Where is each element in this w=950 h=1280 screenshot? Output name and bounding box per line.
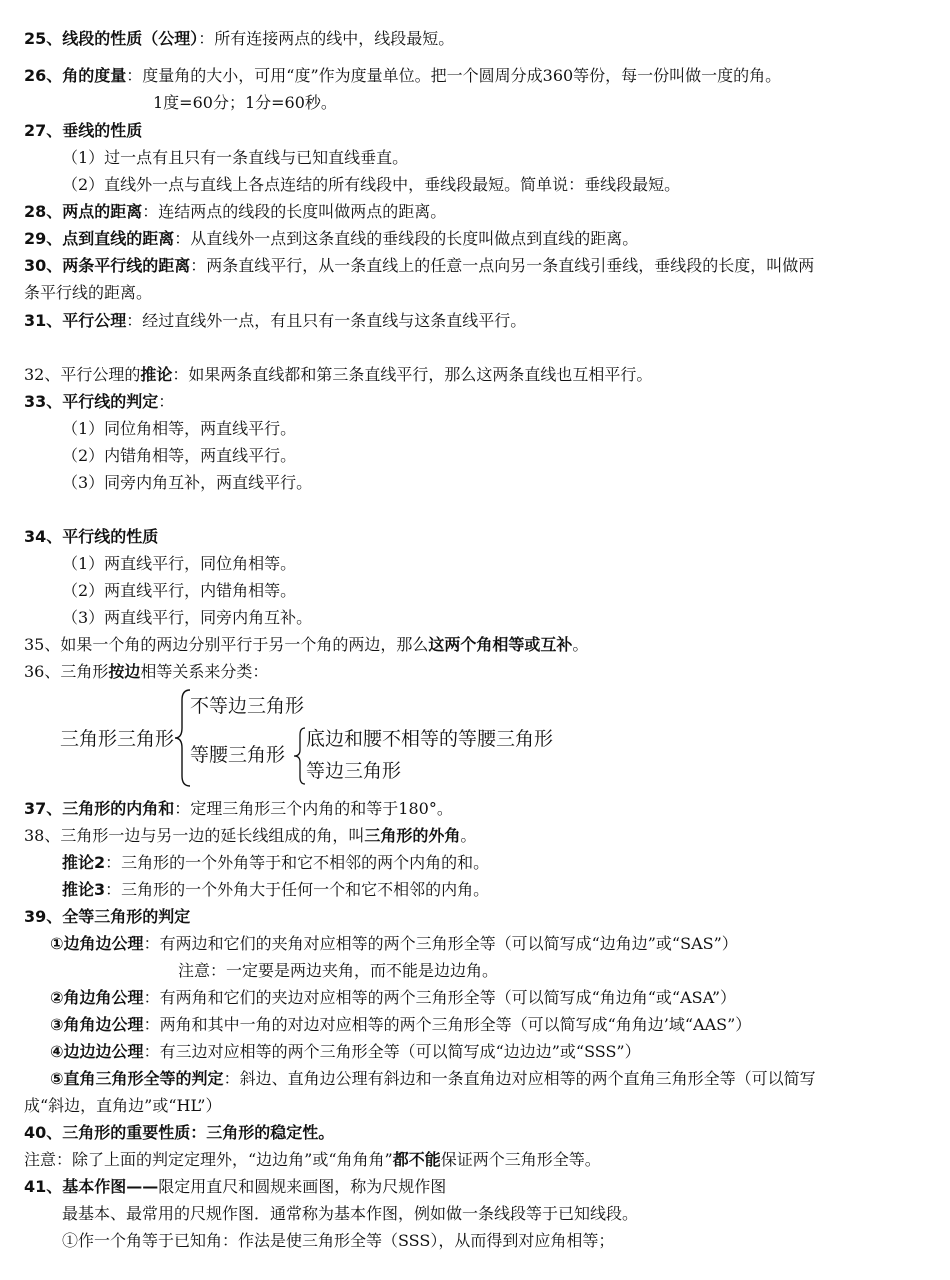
tree-branch-1: 不等边三角形 [190,695,305,717]
item-33-b: （2）内错角相等，两直线平行。 [62,446,297,465]
item-38-pre: 38、三角形一边与另一边的延长线组成的角，叫 [24,826,365,845]
item-39-sss [50,1041,641,1063]
item-28-title: 28、两点的距离 [24,202,143,221]
item-36-pre: 36、三角形 [24,662,109,681]
item-34 [24,526,158,548]
item-26-title: 26、角的度量 [24,66,127,85]
item-37-title: 37、三角形的内角和 [24,799,175,818]
item-39-hl [50,1068,816,1090]
item-41-text: 限定用直尺和圆规来画图，称为尺规作图 [158,1177,447,1196]
aas-text: ：两角和其中一角的对边对应相等的两个三角形全等（可以简写成“角角边’域“AAS”） [143,1015,752,1034]
item-27-title: 27、垂线的性质 [24,121,143,140]
item-36 [24,661,268,683]
note-line [24,1149,601,1171]
item-27 [24,120,142,142]
item-30-title: 30、两条平行线的距离 [24,256,191,275]
item-37-text: ：定理三角形三个内角的和等于180°。 [174,799,453,818]
sss-title: ④边边边公理 [50,1042,144,1061]
item-33-title: 33、平行线的判定 [24,392,159,411]
item-35 [24,634,588,656]
item-32-bold: 推论 [140,365,173,384]
asa-text: ：有两角和它们的夹边对应相等的两个三角形全等（可以简写成“角边角“或“ASA”） [143,988,737,1007]
item-41-b: ①作一个角等于已知角：作法是使三角形全等（SSS），从而得到对应角相等； [62,1231,615,1250]
item-26 [24,65,781,87]
tree-branch-2a: 底边和腰不相等的等腰三角形 [306,728,554,750]
item-38-text: 。 [460,826,477,845]
item-32-pre: 32、平行公理的 [24,365,141,384]
tree-root: 三角形三角形 [60,728,175,750]
item-32-text: ：如果两条直线都和第三条直线平行，那么这两条直线也互相平行。 [172,365,653,384]
item-38-corollary-3 [62,879,489,901]
item-25-title: 25、线段的性质（公理） [24,29,199,48]
corollary-3-title: 推论3 [62,880,106,899]
item-40-title: 40、三角形的重要性质：三角形的稳定性。 [24,1123,335,1142]
sss-text: ：有三边对应相等的两个三角形全等（可以简写成“边边边”或“SSS”） [143,1042,641,1061]
item-31-title: 31、平行公理 [24,311,127,330]
item-40 [24,1122,334,1144]
asa-title: ②角边角公理 [50,988,144,1007]
item-34-c: （3）两直线平行，同旁内角互补。 [62,608,313,627]
item-41-a: 最基本、最常用的尺规作图．通常称为基本作图，例如做一条线段等于已知线段。 [62,1204,639,1223]
item-28 [24,201,446,223]
item-36-bold: 按边 [108,662,141,681]
item-27-b: （2）直线外一点与直线上各点连结的所有线段中，垂线段最短。简单说：垂线段最短。 [62,175,681,194]
item-30-cont: 条平行线的距离。 [24,283,153,302]
item-26-text: ：度量角的大小，可用“度”作为度量单位。把一个圆周分成360等份，每一份叫做一度的角。 [126,66,782,85]
item-27-a: （1）过一点有且只有一条直线与已知直线垂直。 [62,148,409,167]
item-25-text: ：所有连接两点的线中，线段最短。 [198,29,455,48]
item-41-title: 41、基本作图—— [24,1177,159,1196]
item-33-text: ： [158,392,175,411]
item-32 [24,364,652,386]
note-text: 保证两个三角形全等。 [440,1150,601,1169]
item-31 [24,310,526,332]
item-35-pre: 35、如果一个角的两边分别平行于另一个角的两边，那么 [24,635,429,654]
item-35-bold: 这两个角相等或互补 [428,635,573,654]
item-39-sas [50,933,738,955]
item-34-a: （1）两直线平行，同位角相等。 [62,554,297,573]
tree-branch-2b: 等边三角形 [306,760,402,782]
hl-title: ⑤直角三角形全等的判定 [50,1069,224,1088]
corollary-3-text: ：三角形的一个外角大于任何一个和它不相邻的内角。 [105,880,490,899]
item-31-text: ：经过直线外一点，有且只有一条直线与这条直线平行。 [126,311,527,330]
item-35-text: 。 [572,635,589,654]
item-29-title: 29、点到直线的距离 [24,229,175,248]
corollary-2-text: ：三角形的一个外角等于和它不相邻的两个内角的和。 [105,853,490,872]
item-41 [24,1176,446,1198]
sas-title: ①边角边公理 [50,934,144,953]
corollary-2-title: 推论2 [62,853,106,872]
note-pre: 注意：除了上面的判定定理外，“边边角”或“角角角” [24,1150,393,1169]
item-28-text: ：连结两点的线段的长度叫做两点的距离。 [142,202,447,221]
item-33-c: （3）同旁内角互补，两直线平行。 [62,473,313,492]
tree-branch-2: 等腰三角形 [190,744,286,766]
item-25 [24,28,454,50]
note-bold: 都不能 [392,1150,441,1169]
item-39-hl-cont: 成“斜边，直角边”或“HL”） [24,1096,222,1115]
item-38-corollary-2 [62,852,489,874]
item-33 [24,391,174,413]
item-34-title: 34、平行线的性质 [24,527,159,546]
item-39-asa [50,987,736,1009]
item-33-a: （1）同位角相等，两直线平行。 [62,419,297,438]
item-39 [24,906,190,928]
item-38-bold: 三角形的外角 [364,826,461,845]
item-29-text: ：从直线外一点到这条直线的垂线段的长度叫做点到直线的距离。 [174,229,639,248]
item-30-text: ：两条直线平行，从一条直线上的任意一点向另一条直线引垂线，垂线段的长度，叫做两 [190,256,815,275]
item-39-sas-note: 注意：一定要是两边夹角，而不能是边边角。 [178,961,499,980]
item-39-title: 39、全等三角形的判定 [24,907,191,926]
item-26-sub: 1度=60分；1分=60秒。 [153,93,337,112]
hl-text: ：斜边、直角边公理有斜边和一条直角边对应相等的两个直角三角形全等（可以简写 [223,1069,816,1088]
item-36-text: 相等关系来分类： [140,662,269,681]
sas-text: ：有两边和它们的夹角对应相等的两个三角形全等（可以简写成“边角边”或“SAS”） [143,934,738,953]
item-30 [24,255,814,277]
item-29 [24,228,638,250]
item-38 [24,825,476,847]
item-37 [24,798,453,820]
item-34-b: （2）两直线平行，内错角相等。 [62,581,297,600]
aas-title: ③角角边公理 [50,1015,144,1034]
item-39-aas [50,1014,751,1036]
